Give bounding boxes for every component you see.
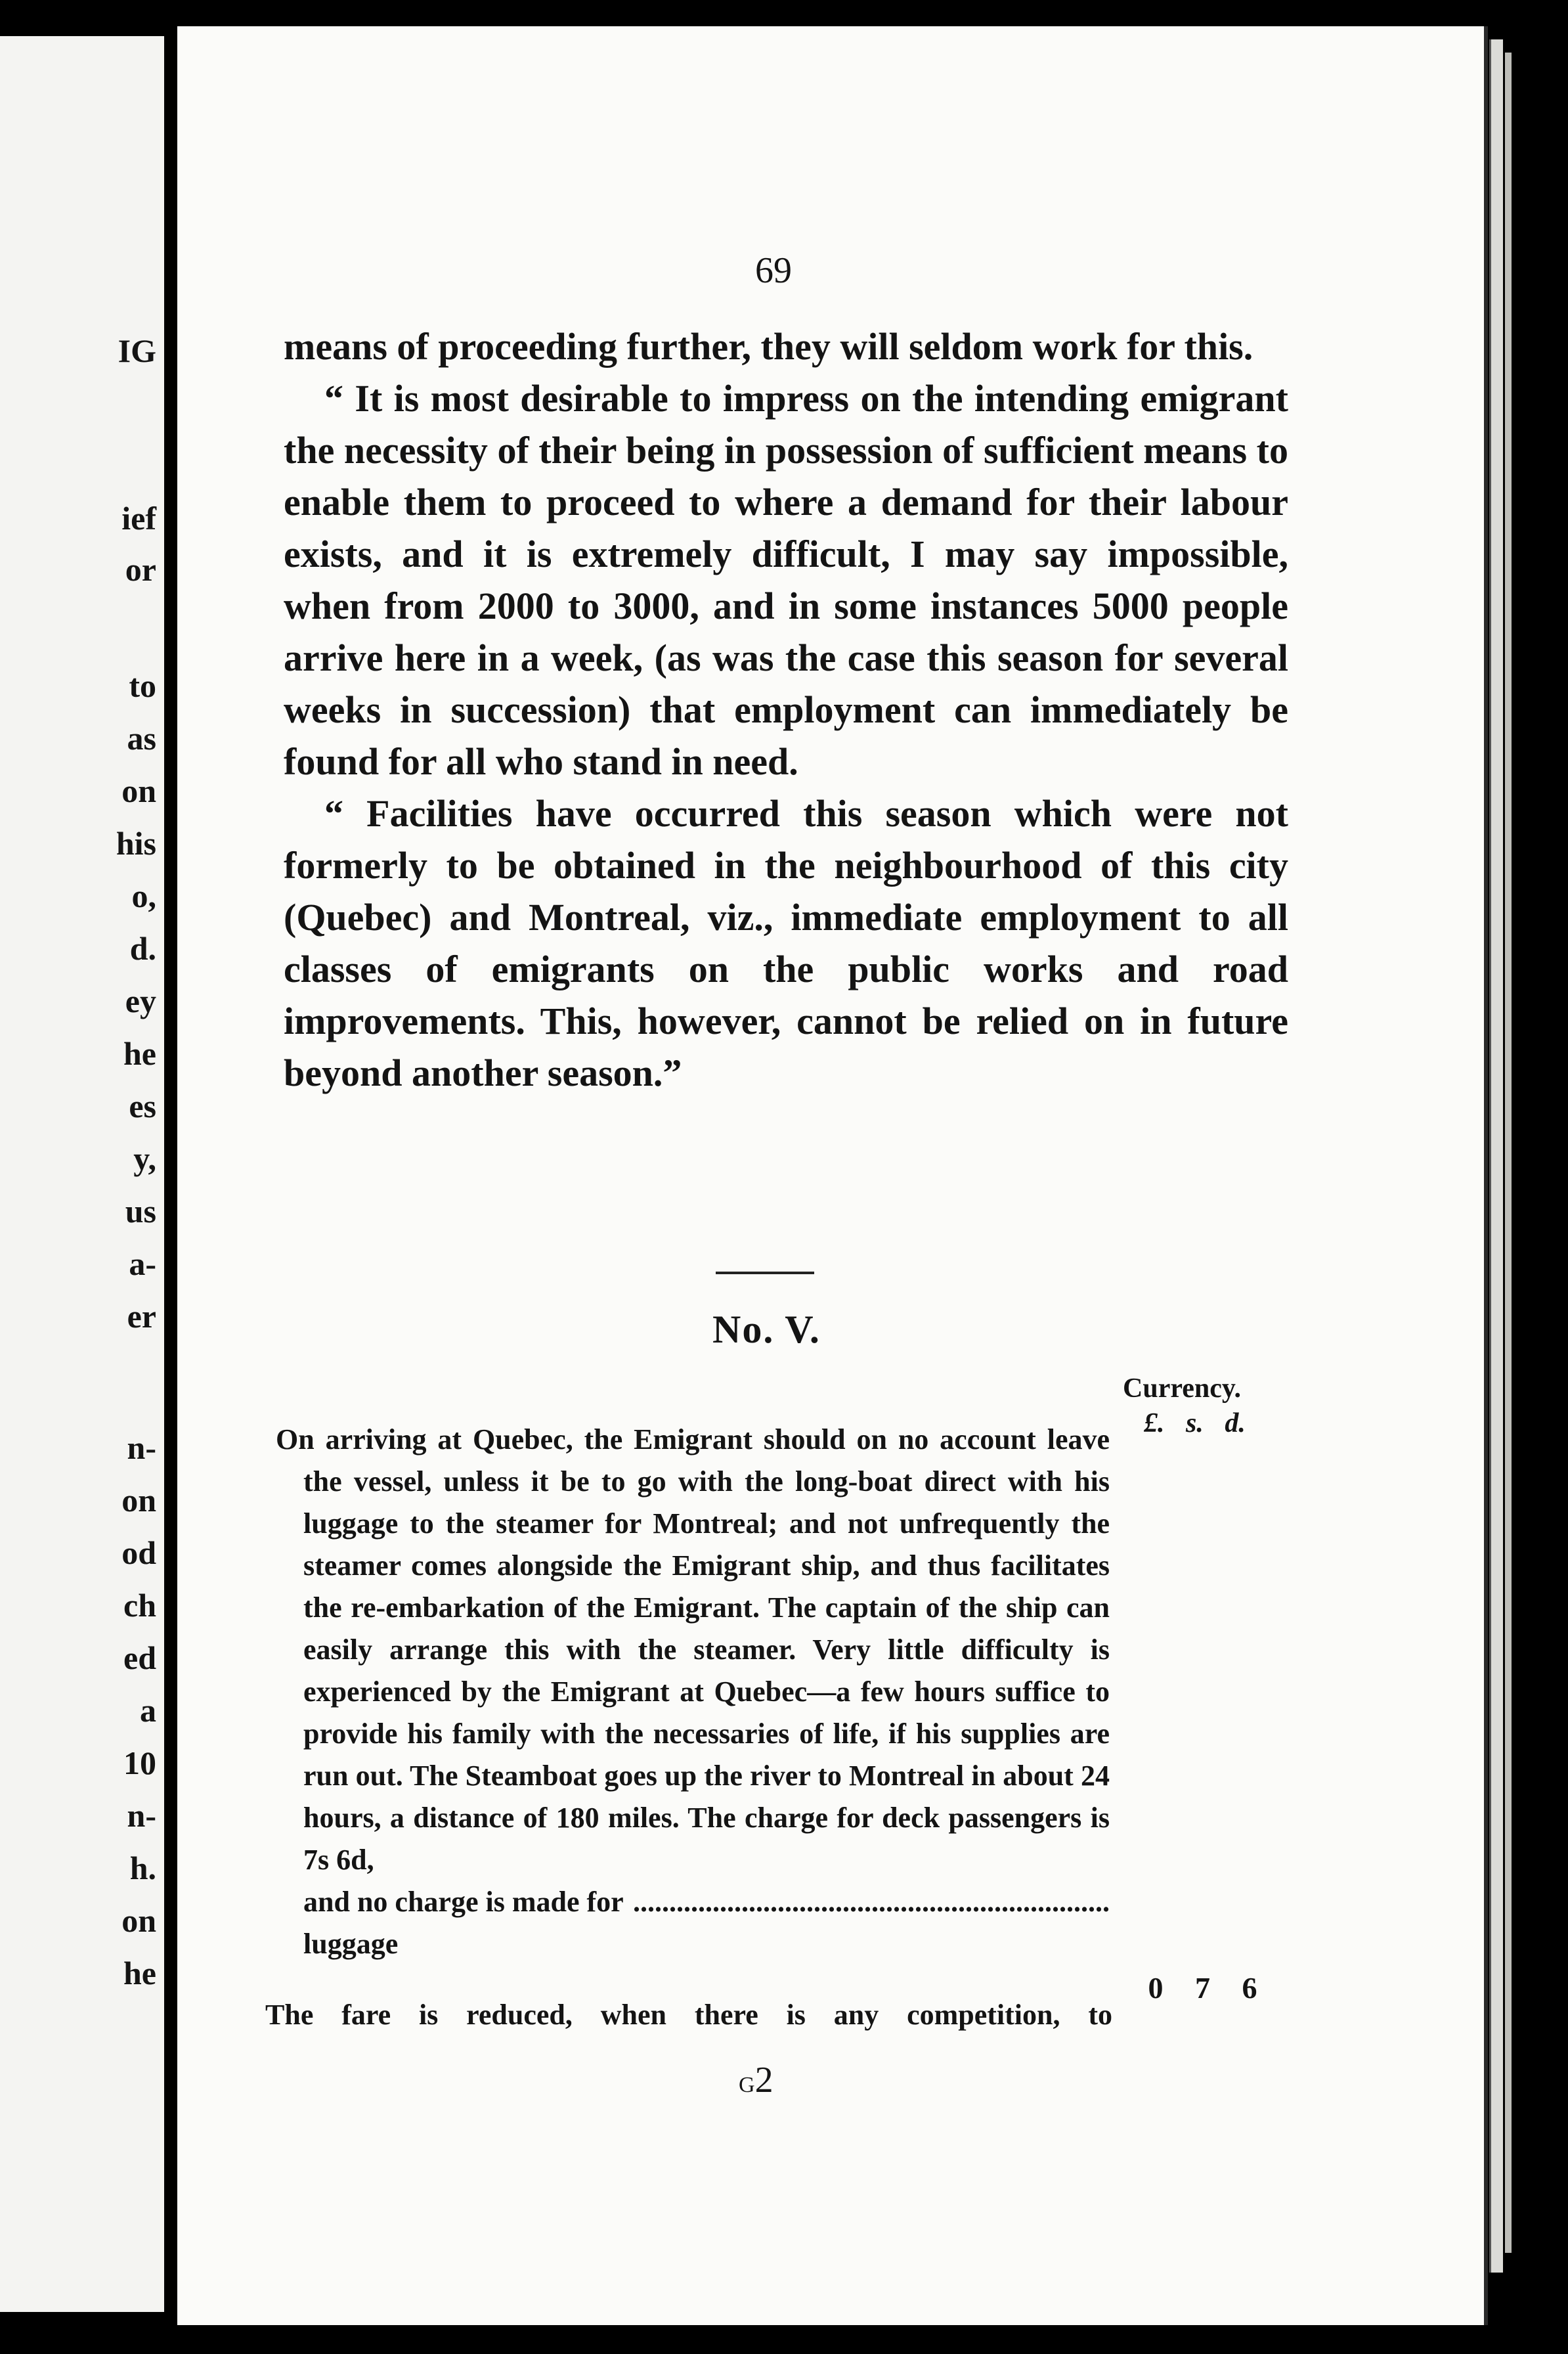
left-page-fragment: his (116, 825, 156, 862)
left-page-fragment: on (121, 1482, 156, 1519)
left-page-fragment: od (121, 1534, 156, 1571)
notice-text: On arriving at Quebec, the Emigrant should on no account leave the vessel, unless it be to go with the long-boat direct with his luggage to the steamer for Montreal; and not unfrequently the steamer comes alongside the Emigrant ship, and thus facilitates the re-embarkation of the Emigrant. The captain of the ship can easily arrange this with the steamer. Very little difficulty is experienced by the Emigrant at Quebec—a few hours suffice to provide his family with the necessaries of life, if his supplies are run out. The Steamboat goes up the river to Montreal in about 24 hours, a distance of 180 miles. The charge for deck passengers is 7s 6d, (276, 1423, 1110, 1876)
left-page-fragment: or (125, 551, 156, 588)
left-page-fragment: 10 (123, 1744, 156, 1781)
paragraph-2: “ It is most desirable to impress on the intending emigrant the necessity of their being in possession of sufficient means to enable them to proceed to where a demand for their labour exists, and it is extremely difficult, I may say impossible, when from 2000 to 3000, and in some instances 5000 people arrive here in a week, (as was the case this season for several weeks in succession) that employment can immediately be found for all who stand in need. (284, 377, 1288, 783)
notice-last-line (303, 1881, 1110, 1965)
left-page-fragment: on (121, 1902, 156, 1939)
signature-mark (739, 2059, 773, 2101)
signature-number: 2 (754, 2060, 773, 2100)
left-page-fragment: d. (129, 930, 156, 967)
left-page-fragment: n- (127, 1797, 156, 1834)
left-page-fragment: er (127, 1298, 156, 1335)
paragraph-1: means of proceeding further, they will seldom work for this. (284, 325, 1253, 368)
section-divider (716, 1272, 814, 1274)
left-page-edge (0, 36, 164, 2312)
left-page-fragment: IG (118, 332, 156, 369)
continuation-line: The fare is reduced, when there is any competition, to (265, 1999, 1112, 2031)
left-page-fragment: y, (133, 1140, 156, 1177)
left-page-fragment: ch (123, 1587, 156, 1624)
amount-shillings: 7 (1195, 1971, 1210, 2005)
notice-last-text: and no charge is made for luggage (303, 1886, 623, 1960)
left-page-fragment: on (121, 772, 156, 809)
section-title: No. V. (712, 1308, 821, 1351)
page-edge (1489, 39, 1503, 2273)
amount-pounds: 0 (1148, 1971, 1164, 2005)
left-page-fragment: us (125, 1193, 156, 1230)
left-page-fragment: h. (129, 1850, 156, 1886)
amount-pence: 6 (1242, 1971, 1257, 2005)
fare-amount (1136, 1970, 1269, 2005)
unit-pence: d. (1225, 1408, 1246, 1438)
paragraph-3: “ Facilities have occurred this season which were not formerly to be obtained in the neighbourhood of this city (Quebec) and Montreal, viz., immediate employment to all classes of emigrants on the public works and road improvements. This, however, cannot be relied on in future beyond another season.” (284, 792, 1288, 1094)
left-page-fragment: as (127, 720, 156, 757)
page-number: 69 (755, 250, 792, 291)
left-page-fragment: he (123, 1035, 156, 1072)
left-page-fragment: o, (131, 877, 156, 914)
left-page-fragment: a (140, 1692, 156, 1729)
left-page-fragment: n- (127, 1429, 156, 1466)
emigrant-notice (276, 1419, 1110, 1965)
leader-dots: .................................................................. (633, 1886, 1110, 1918)
page-edge-shadow (1505, 53, 1512, 2253)
body-text (284, 321, 1288, 1099)
left-page-fragment: to (129, 667, 156, 704)
unit-shillings: s. (1186, 1408, 1204, 1438)
left-page-fragment: a- (129, 1245, 156, 1282)
currency-heading: Currency. (1123, 1373, 1242, 1404)
left-page-fragment: he (123, 1955, 156, 1991)
unit-pounds: £. (1144, 1408, 1165, 1438)
left-page-fragment: es (129, 1088, 156, 1124)
left-page-fragment: ief (121, 500, 156, 537)
left-page-fragment: ey (125, 983, 156, 1019)
signature-letter: G (739, 2073, 755, 2097)
left-page-fragment: ed (123, 1639, 156, 1676)
currency-units (1144, 1408, 1260, 1439)
